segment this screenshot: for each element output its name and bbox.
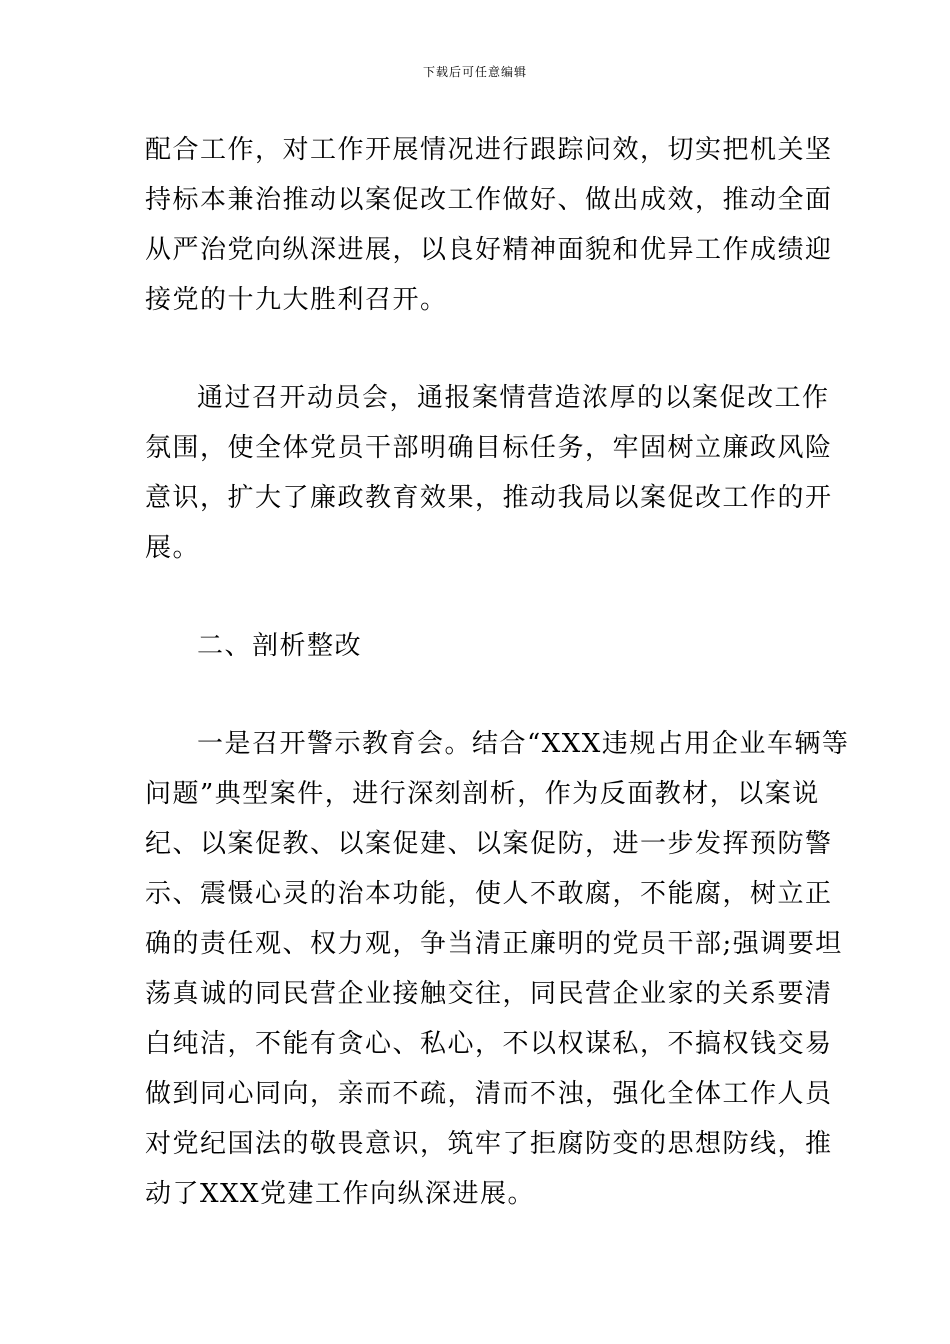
header-note: 下载后可任意编辑 — [422, 65, 527, 79]
paragraph-3-line-1: 一是召开警示教育会。结合“XXX违规占用企业车辆等 — [197, 729, 850, 759]
paragraph-3-line-3: 纪、以案促教、以案促建、以案促防，进一步发挥预防警 — [145, 829, 833, 859]
paragraph-3-line-8: 做到同心同向，亲而不疏，清而不浊，强化全体工作人员 — [145, 1079, 833, 1109]
paragraph-2-line-3: 意识，扩大了廉政教育效果，推动我局以案促改工作的开 — [145, 483, 833, 513]
paragraph-3-line-4: 示、震慑心灵的治本功能，使人不敢腐，不能腐，树立正 — [145, 879, 833, 909]
paragraph-3-line-7: 白纯洁，不能有贪心、私心，不以权谋私，不搞权钱交易 — [145, 1029, 833, 1059]
paragraph-1-line-3: 从严治党向纵深进展，以良好精神面貌和优异工作成绩迎 — [145, 235, 833, 265]
paragraph-2-line-1: 通过召开动员会，通报案情营造浓厚的以案促改工作 — [197, 383, 830, 413]
paragraph-3-line-2: 问题”典型案件，进行深刻剖析，作为反面教材，以案说 — [145, 779, 820, 809]
paragraph-1-line-2: 持标本兼治推动以案促改工作做好、做出成效，推动全面 — [145, 185, 833, 215]
paragraph-1-line-4: 接党的十九大胜利召开。 — [145, 285, 448, 315]
paragraph-3-line-6: 荡真诚的同民营企业接触交往，同民营企业家的关系要清 — [145, 979, 833, 1009]
section-heading: 二、剖析整改 — [197, 631, 363, 661]
paragraph-3-line-10: 动了XXX党建工作向纵深进展。 — [145, 1179, 536, 1209]
paragraph-2-line-2: 氛围，使全体党员干部明确目标任务，牢固树立廉政风险 — [145, 433, 833, 463]
paragraph-2-line-4: 展。 — [145, 533, 201, 563]
paragraph-1-line-1: 配合工作，对工作开展情况进行跟踪问效，切实把机关坚 — [145, 135, 833, 165]
paragraph-3-line-9: 对党纪国法的敬畏意识，筑牢了拒腐防变的思想防线，推 — [145, 1129, 833, 1159]
paragraph-3-line-5: 确的责任观、权力观，争当清正廉明的党员干部;强调要坦 — [145, 929, 843, 959]
